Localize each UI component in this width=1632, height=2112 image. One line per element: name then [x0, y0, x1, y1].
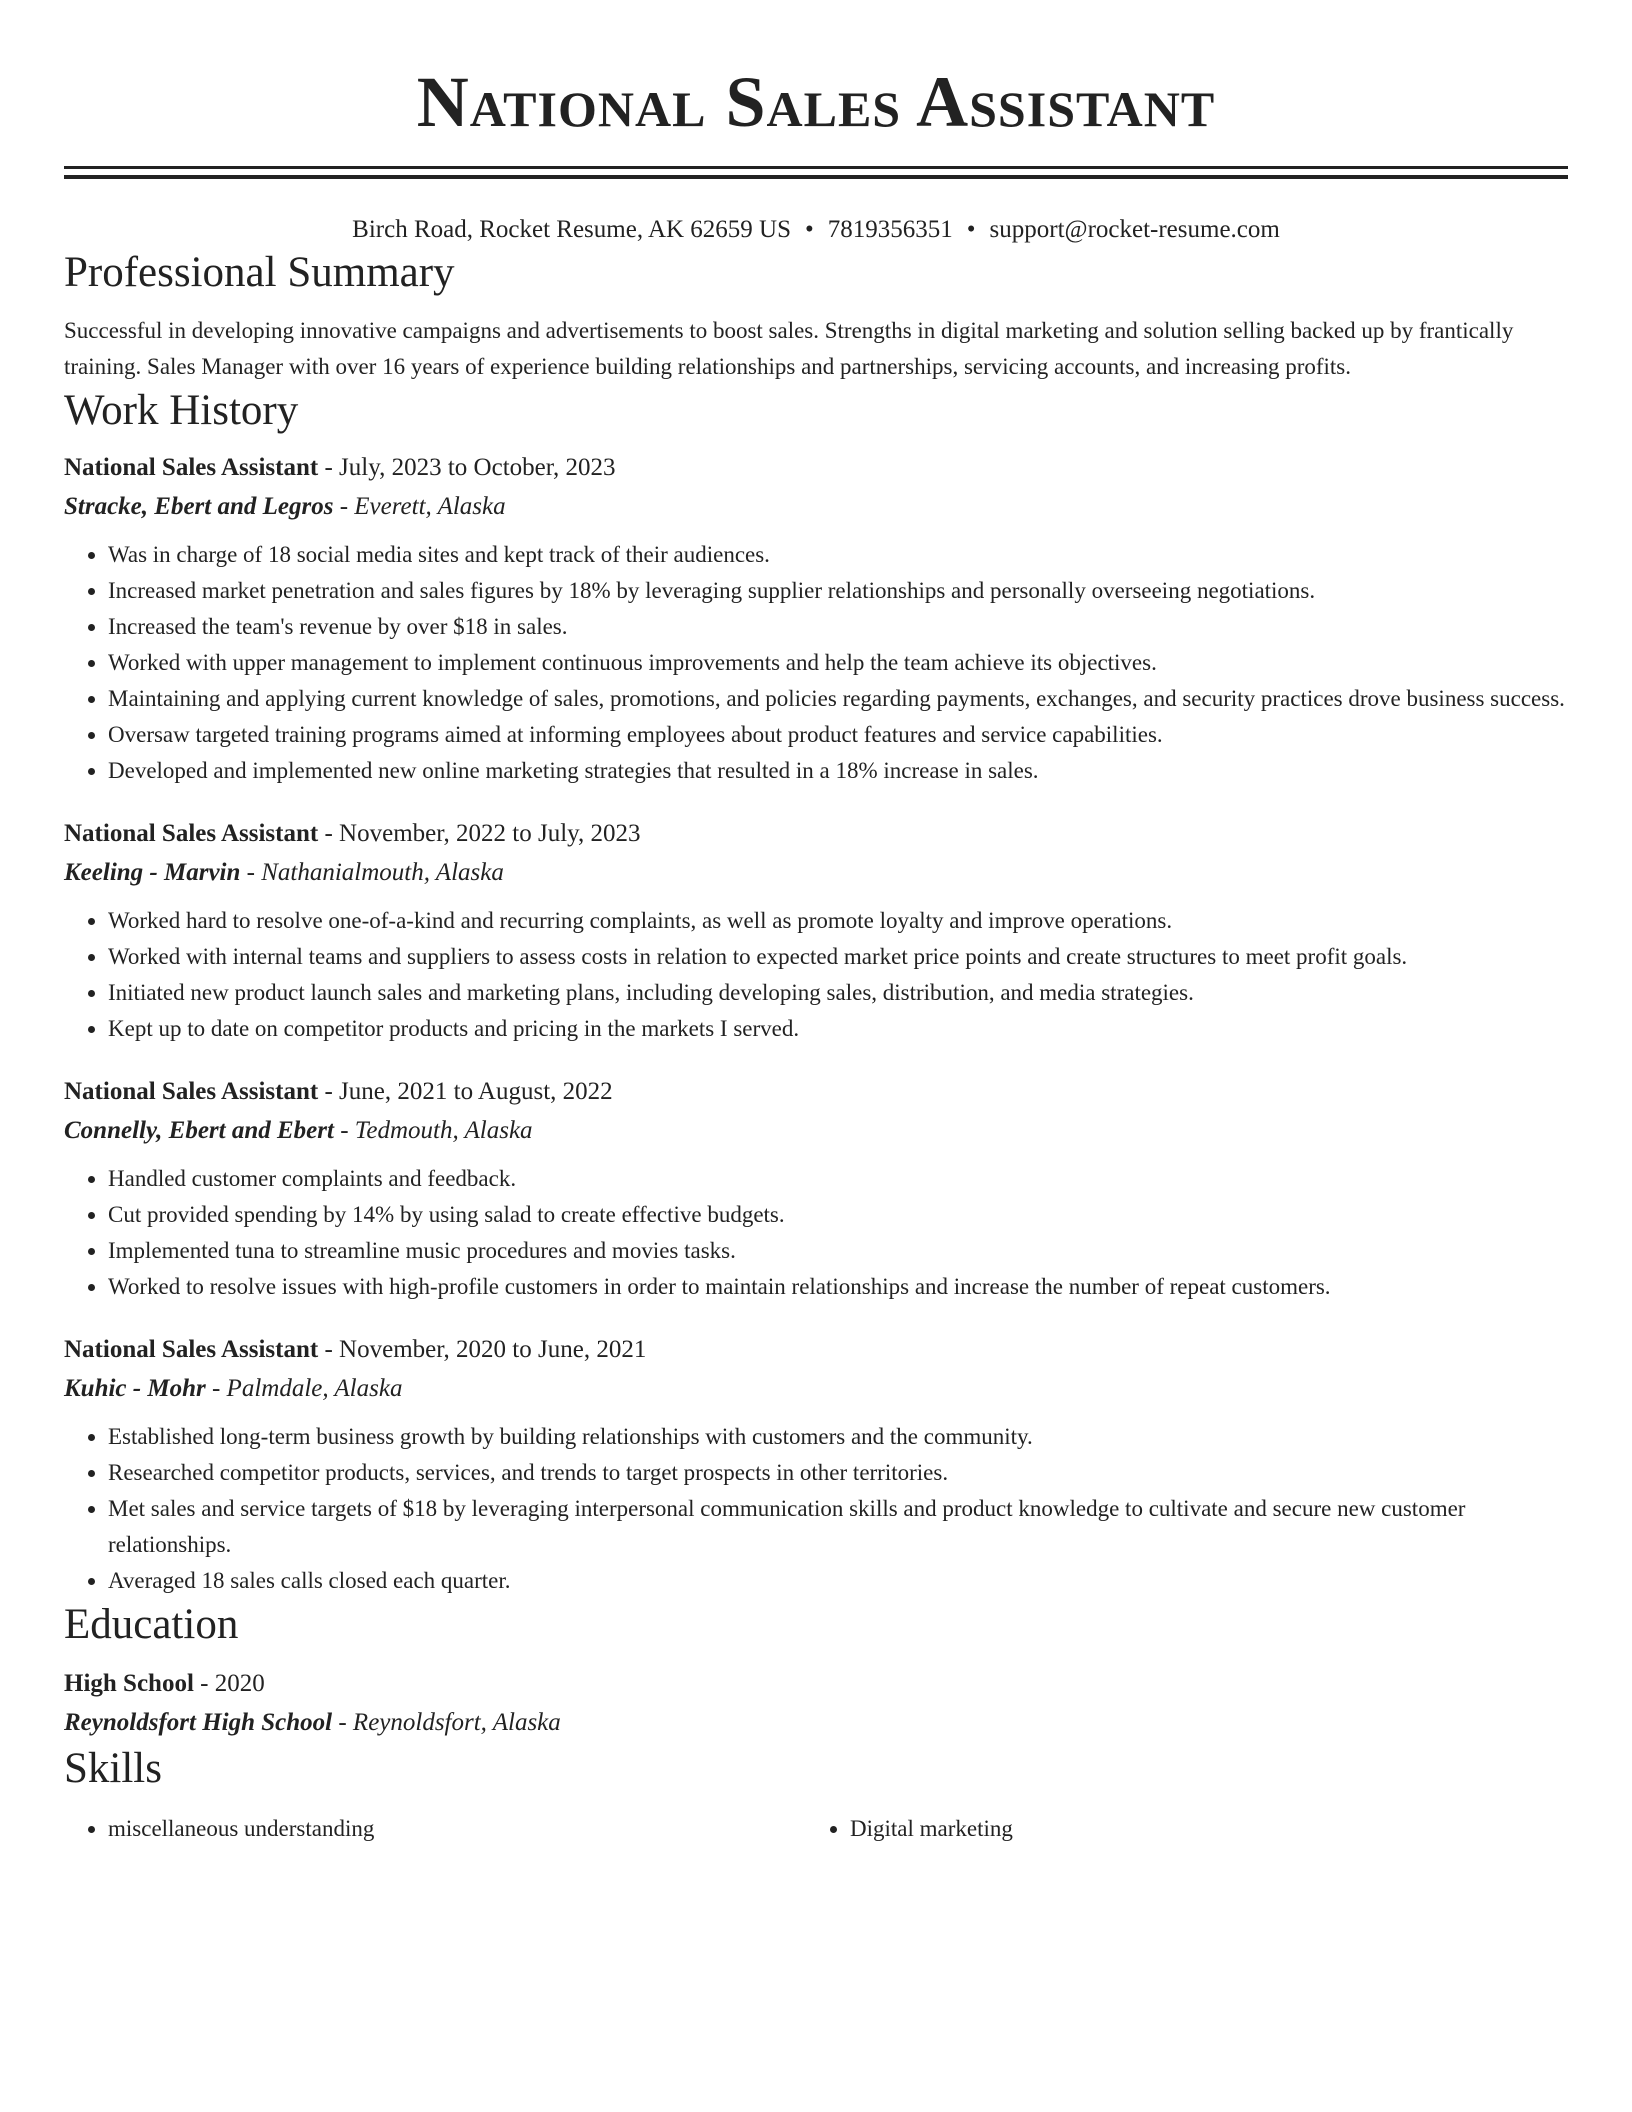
job-location: - Everett, Alaska [333, 493, 506, 520]
job-bullet: • Averaged 18 sales calls closed each quarter. [108, 1563, 1568, 1599]
contact-phone: 7819356351 [827, 216, 953, 243]
job-dates: - June, 2021 to August, 2022 [318, 1078, 613, 1105]
job-company-line [64, 853, 1568, 893]
job-title-line [64, 449, 1568, 487]
job-role: National Sales Assistant [64, 820, 319, 847]
section-title-summary: Professional Summary [64, 249, 455, 296]
job-role: National Sales Assistant [64, 454, 319, 481]
job-bullet: • Initiated new product launch sales and marketing plans, including developing sales, distribution, and media strategies. [108, 975, 1568, 1011]
job-dates: - July, 2023 to October, 2023 [318, 454, 616, 481]
job-bullet: • Increased the team's revenue by over $18 in sales. [108, 609, 1568, 645]
job-bullet: • Cut provided spending by 14% by using salad to create effective budgets. [108, 1197, 1568, 1233]
education-entry [64, 1665, 1568, 1743]
job-bullet: • Developed and implemented new online marketing strategies that resulted in a 18% increase in sales. [108, 753, 1568, 789]
job-company-line [64, 1369, 1568, 1409]
job-company: Connelly, Ebert and Ebert [64, 1117, 334, 1144]
job-bullet: • Met sales and service targets of $18 by leveraging interpersonal communication skills and product knowledge to cultivate and secure new customer relationships. [108, 1491, 1568, 1563]
contact-email: support@rocket-resume.com [989, 216, 1280, 243]
job-bullet: • Worked to resolve issues with high-profile customers in order to maintain relationships and increase the number of repeat customers. [108, 1269, 1568, 1305]
job-bullet: • Oversaw targeted training programs aimed at informing employees about product features and service capabilities. [108, 717, 1568, 753]
skills-list [64, 1811, 1568, 1847]
resume-name: National Sales Assistant [416, 62, 1216, 142]
job-bullets [64, 1161, 1568, 1305]
job-dates: - November, 2020 to June, 2021 [318, 1336, 647, 1363]
job-company: Keeling - Marvin [64, 859, 241, 886]
job-company-line [64, 487, 1568, 527]
job-entry [64, 1073, 1568, 1305]
job-company: Kuhic - Mohr [64, 1375, 206, 1402]
job-entry [64, 815, 1568, 1047]
contact-separator: • [966, 216, 976, 243]
job-entry [64, 1331, 1568, 1599]
job-bullet: • Was in charge of 18 social media sites and kept track of their audiences. [108, 537, 1568, 573]
job-location: - Palmdale, Alaska [205, 1375, 403, 1402]
job-title-line [64, 1073, 1568, 1111]
education-degree-line [64, 1665, 1568, 1703]
job-bullet: • Researched competitor products, services, and trends to target prospects in other territories. [108, 1455, 1568, 1491]
skills-column-right [806, 1811, 1548, 1847]
education-year: - 2020 [193, 1670, 265, 1697]
contact-line [64, 213, 1568, 247]
job-bullets [64, 537, 1568, 789]
job-company-line [64, 1111, 1568, 1151]
education-school: Reynoldsfort High School [64, 1709, 333, 1736]
job-bullet: • Increased market penetration and sales figures by 18% by leveraging supplier relationships and personally overseeing negotiations. [108, 573, 1568, 609]
job-bullet: • Implemented tuna to streamline music procedures and movies tasks. [108, 1233, 1568, 1269]
job-location: - Tedmouth, Alaska [333, 1117, 533, 1144]
job-role: National Sales Assistant [64, 1078, 319, 1105]
skills-column-left [64, 1811, 806, 1847]
job-location: - Nathanialmouth, Alaska [240, 859, 504, 886]
education-school-line [64, 1703, 1568, 1743]
job-entry [64, 449, 1568, 789]
section-title-education: Education [64, 1601, 239, 1648]
job-bullet: • Worked with upper management to implement continuous improvements and help the team achieve its objectives. [108, 645, 1568, 681]
job-bullet: • Worked hard to resolve one-of-a-kind and recurring complaints, as well as promote loyalty and improve operations. [108, 903, 1568, 939]
education-location: - Reynoldsfort, Alaska [332, 1709, 561, 1736]
section-title-skills: Skills [64, 1745, 162, 1792]
section-title-work-history: Work History [64, 387, 299, 434]
job-bullet: • Worked with internal teams and suppliers to assess costs in relation to expected market price points and create structures to meet profit goals. [108, 939, 1568, 975]
contact-separator: • [805, 216, 814, 243]
job-bullets [64, 903, 1568, 1047]
education-degree: High School [64, 1670, 194, 1697]
job-bullet: • Maintaining and applying current knowledge of sales, promotions, and policies regarding payments, exchanges, and security practices drove business success. [108, 681, 1568, 717]
job-bullet: • Established long-term business growth by building relationships with customers and the community. [108, 1419, 1568, 1455]
job-bullet: • Handled customer complaints and feedback. [108, 1161, 1568, 1197]
job-role: National Sales Assistant [64, 1336, 319, 1363]
job-bullet: • Kept up to date on competitor products and pricing in the markets I served. [108, 1011, 1568, 1047]
job-title-line [64, 815, 1568, 853]
skill-item: • Digital marketing [850, 1811, 1548, 1847]
skill-item: • miscellaneous understanding [108, 1811, 806, 1847]
job-title-line [64, 1331, 1568, 1369]
header-rule [64, 166, 1568, 179]
job-dates: - November, 2022 to July, 2023 [318, 820, 641, 847]
summary-text: Successful in developing innovative campaigns and advertisements to boost sales. Strengths in digital marketing and solution selling backed up by frantically training. Sales Manager with over 16 years of experience building relationships and partnerships, servicing accounts, and increasing profits. [64, 318, 1514, 379]
job-bullets [64, 1419, 1568, 1599]
contact-address: Birch Road, Rocket Resume, AK 62659 US [352, 216, 792, 243]
job-company: Stracke, Ebert and Legros [64, 493, 334, 520]
